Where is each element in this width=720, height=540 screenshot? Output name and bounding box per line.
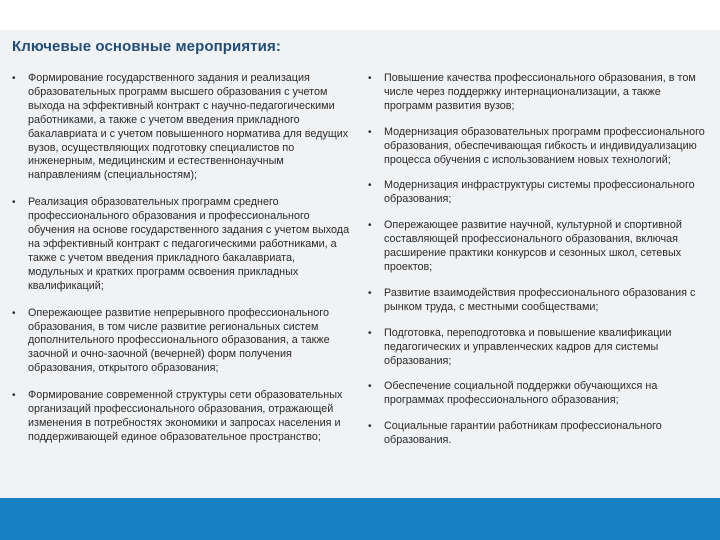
list-item — [366, 420, 710, 448]
bullet-icon: • — [368, 126, 372, 138]
list-item-text: Формирование государственного задания и реализация образовательных программ высшего образования с учетом выхода на эффективный контракт с научно-педагогическими работниками, а также с учетом введения прикладного бакалавриата и с учетом повышенного норматива для ведущих вузов, осуществляющих подготовку специалистов по инженерным, медицинским и естественнонаучным направлениям (специальностям); — [28, 72, 349, 182]
list-item — [366, 287, 710, 315]
list-item-text: Модернизация инфраструктуры системы профессионального образования; — [384, 179, 695, 206]
bullet-icon: • — [12, 73, 16, 84]
list-item — [10, 307, 350, 377]
list-item-text: Реализация образовательных программ среднего профессионального образования и профессионального обучения на основе государственного задания с учетом выхода на эффективный контракт с педагогическими работниками, а также с учетом введения прикладного бакалавриата, модульных и кратких программ освоения прикладных квалификаций; — [28, 196, 350, 292]
list-item — [10, 72, 350, 183]
list-item-text: Обеспечение социальной поддержки обучающихся на программах профессионального образования; — [384, 380, 658, 407]
bullet-icon: • — [12, 390, 16, 402]
list-item-text: Опережающее развитие непрерывного профессионального образования, в том числе развитие региональных систем дополнительного профессионального образования, а также заочной и очно-заочной (вечерней) форм получения образования, открытого образования; — [28, 306, 330, 375]
bullet-icon: • — [12, 307, 16, 319]
list-item — [366, 380, 710, 408]
list-item — [366, 327, 710, 369]
bullet-icon: • — [368, 381, 372, 393]
list-item — [10, 196, 350, 293]
list-item-text: Модернизация образовательных программ профессионального образования, обеспечивающая гибкость и индивидуализацию процесса обучения с использованием новых технологий; — [384, 125, 705, 166]
list-item — [366, 126, 710, 168]
list-item-text: Опережающее развитие научной, культурной и спортивной составляющей профессионального образования, включая расширение практики конкурсов и сезонных школ, сетевых проектов; — [384, 219, 682, 273]
list-item-text: Социальные гарантии работникам профессионального образования. — [384, 420, 662, 447]
list-item-text: Формирование современной структуры сети образовательных организаций профессионального образования, отражающей изменения в потребностях экономики и запросах населения и поддерживающей единое образовательное пространство; — [28, 389, 343, 443]
bullet-icon: • — [368, 220, 372, 232]
bullet-icon: • — [368, 421, 372, 433]
right-bullet-list — [366, 72, 710, 460]
list-item — [10, 389, 350, 445]
list-item — [366, 72, 710, 114]
bullet-icon: • — [12, 197, 16, 209]
list-item — [366, 219, 710, 275]
list-item-text: Повышение качества профессионального образования, в том числе через поддержку интернационализации, а также программ развития вузов; — [384, 72, 696, 112]
footer-bar — [0, 498, 720, 540]
list-item — [366, 179, 710, 207]
bullet-icon: • — [368, 327, 372, 339]
list-item-text: Развитие взаимодействия профессионального образования с рынком труда, с местными сообществами; — [384, 286, 696, 313]
left-bullet-list — [10, 72, 350, 458]
list-item-text: Подготовка, переподготовка и повышение квалификации педагогических и управленческих кадров для системы образования; — [384, 326, 672, 367]
bullet-icon: • — [368, 73, 372, 84]
bullet-icon: • — [368, 287, 372, 299]
slide-title: Ключевые основные мероприятия: — [12, 38, 281, 55]
bullet-icon: • — [368, 180, 372, 192]
